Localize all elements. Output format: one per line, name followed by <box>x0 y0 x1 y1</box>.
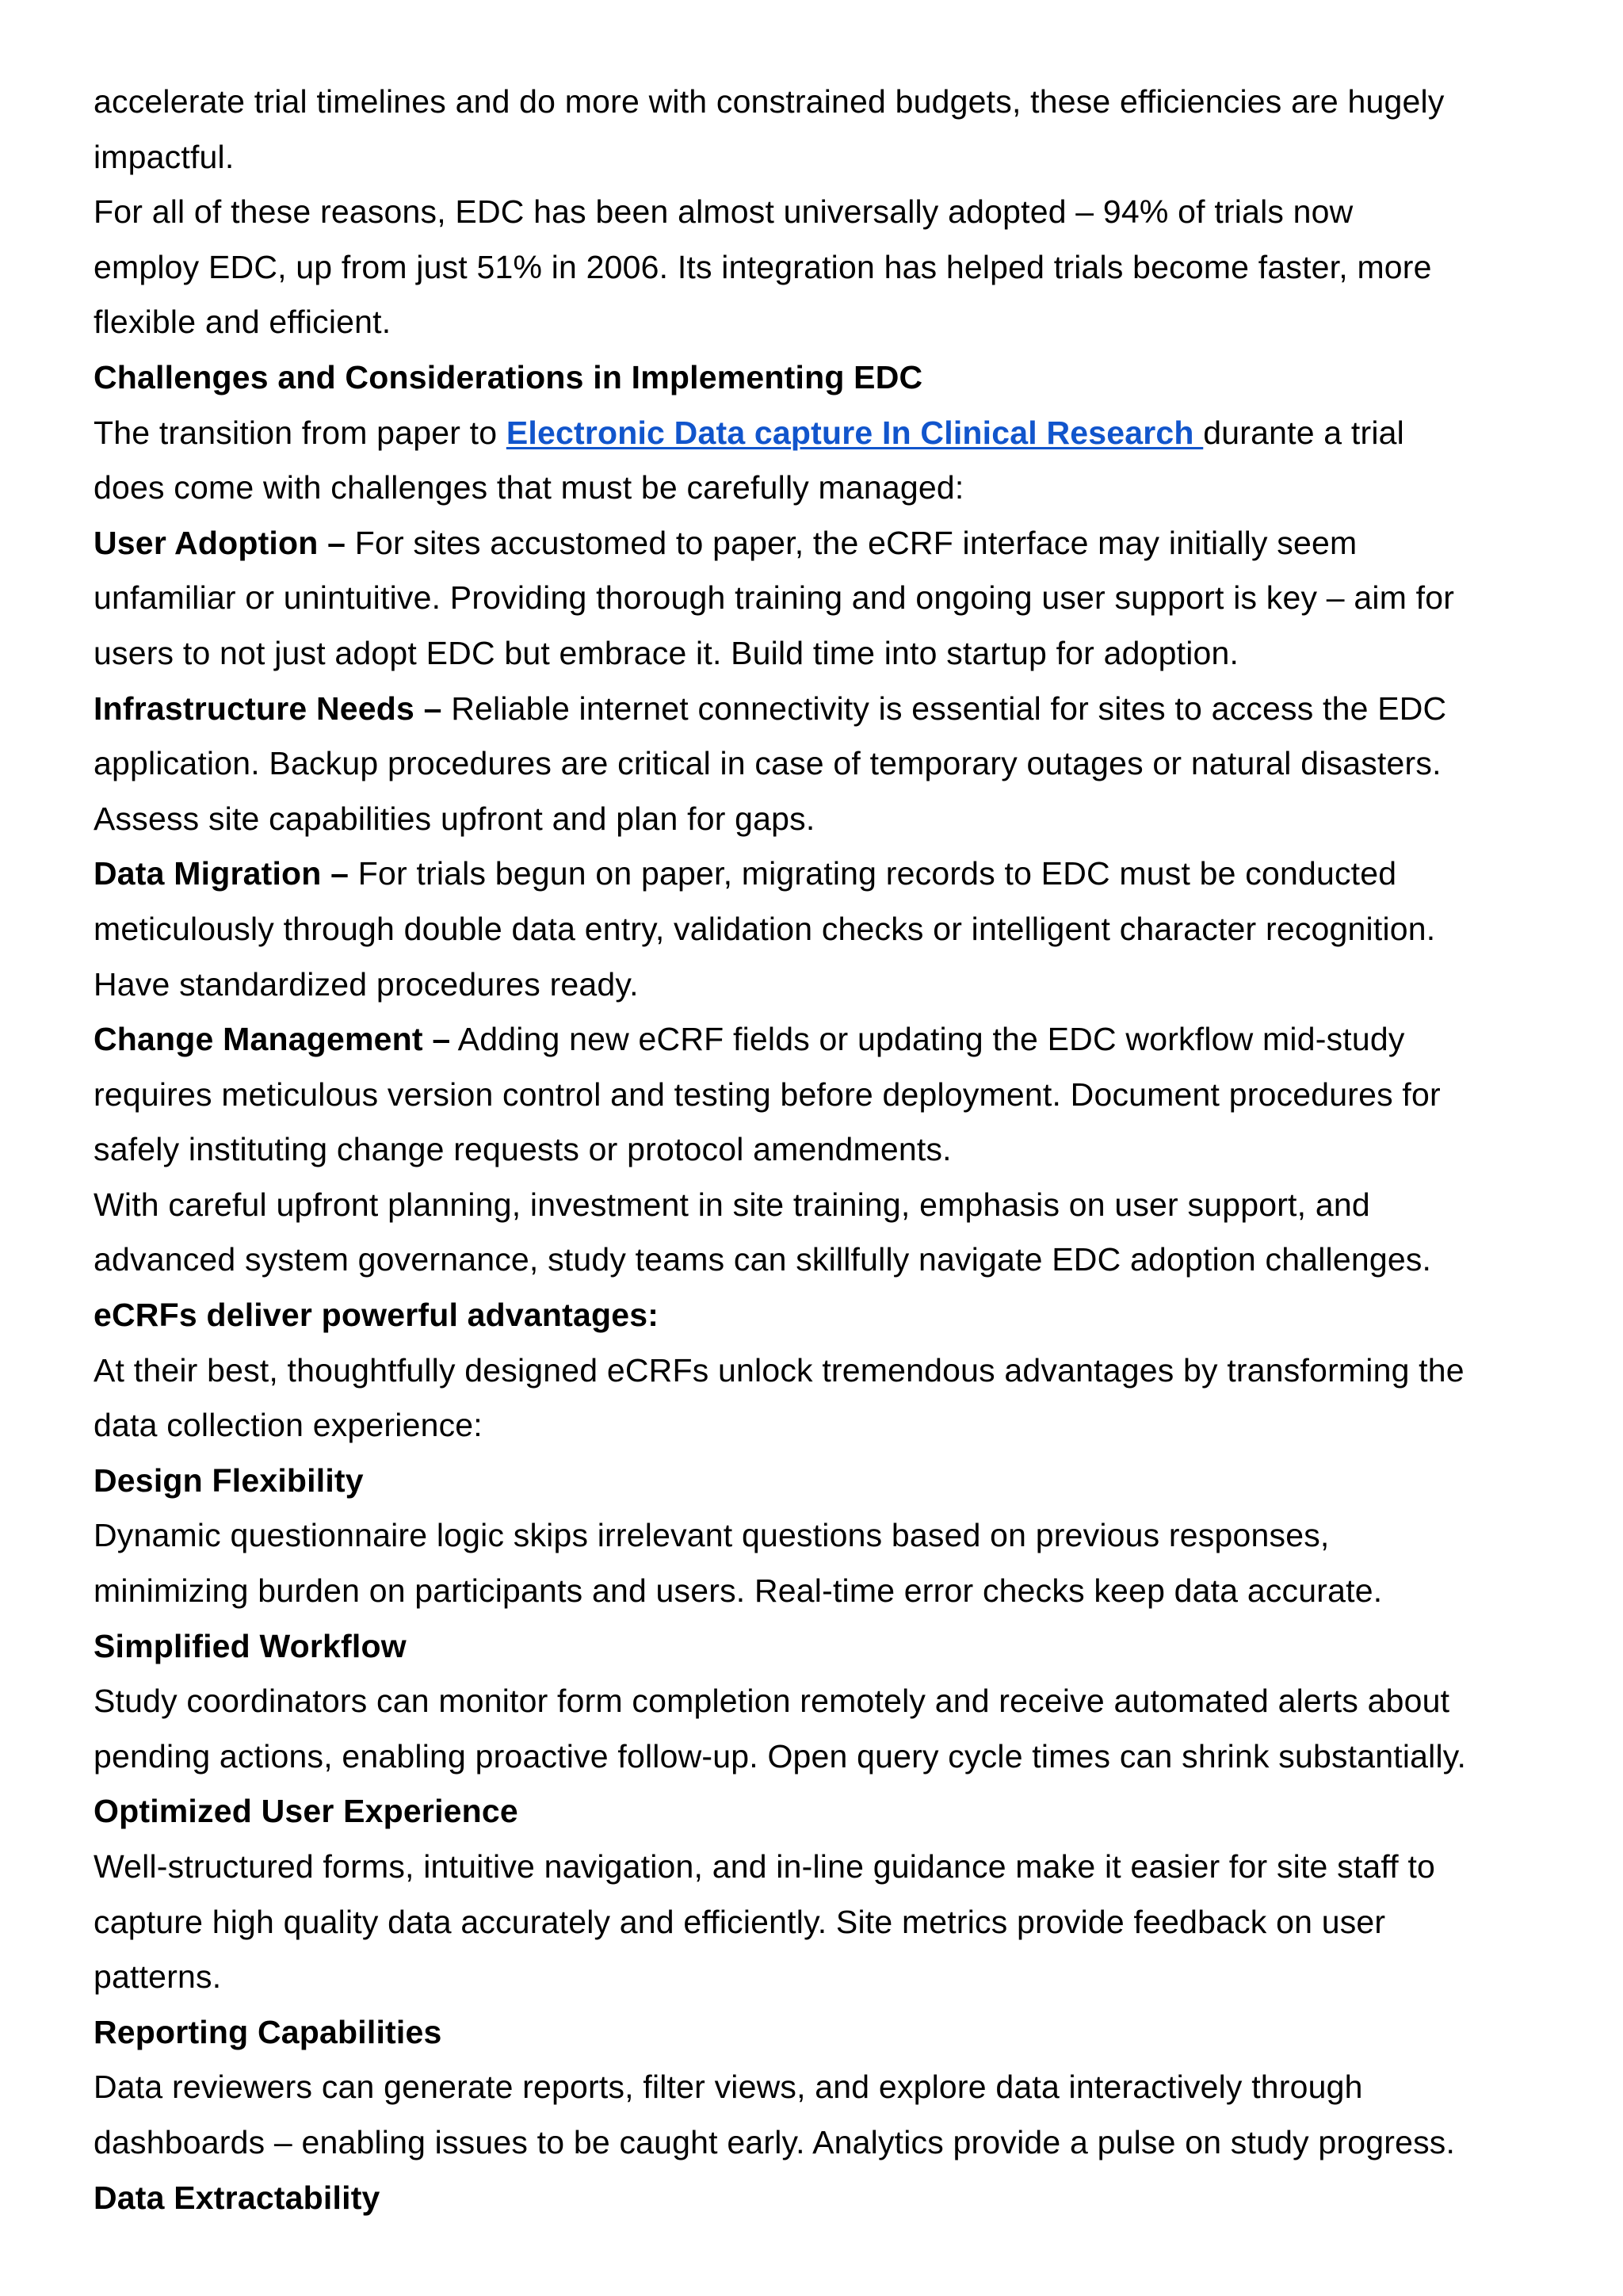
text-line: data collection experience: <box>94 1407 483 1444</box>
edc-article-link[interactable]: Electronic Data capture In Clinical Research <box>506 414 1204 451</box>
text-line: advanced system governance, study teams can skillfully navigate EDC adoption challenges. <box>94 1241 1432 1278</box>
text-line: At their best, thoughtfully designed eCRFs unlock tremendous advantages by transforming the <box>94 1351 1465 1389</box>
text-line: For all of these reasons, EDC has been almost universally adopted – 94% of trials now <box>94 193 1354 231</box>
text-line: Well-structured forms, intuitive navigation, and in-line guidance make it easier for site staff to <box>94 1848 1436 1885</box>
advantages-section <box>94 1288 1552 2225</box>
challenges-section <box>94 350 1552 1288</box>
text-line: Data reviewers can generate reports, filter views, and explore data interactively through <box>94 2069 1363 2106</box>
change-management-item <box>94 1012 1552 1178</box>
text-line: Have standardized procedures ready. <box>94 965 639 1003</box>
text-line: capture high quality data accurately and efficiently. Site metrics provide feedback on user <box>94 1903 1386 1940</box>
section-heading: Challenges and Considerations in Implementing EDC <box>94 358 923 395</box>
text-line: Dynamic questionnaire logic skips irrelevant questions based on previous responses, <box>94 1517 1330 1554</box>
adoption-paragraph <box>94 185 1552 350</box>
text-line: patterns. <box>94 1958 222 1996</box>
text-line: accelerate trial timelines and do more with constrained budgets, these efficiencies are hugely <box>94 83 1445 120</box>
text-line: unfamiliar or unintuitive. Providing thorough training and ongoing user support is key – aim for <box>94 579 1455 617</box>
challenges-summary <box>94 1178 1552 1288</box>
text-line <box>94 846 1552 902</box>
item-label: Infrastructure Needs – <box>94 690 442 727</box>
text-line: application. Backup procedures are critical in case of temporary outages or natural disasters. <box>94 745 1442 782</box>
subheading-data-extractability: Data Extractability <box>94 2179 380 2216</box>
text-line: flexible and efficient. <box>94 304 391 341</box>
text-line: requires meticulous version control and testing before deployment. Document procedures for <box>94 1075 1441 1113</box>
text-line <box>94 682 1552 737</box>
text-fragment: Reliable internet connectivity is essential for sites to access the EDC <box>441 690 1447 727</box>
item-label: Data Migration – <box>94 855 349 892</box>
item-label: Change Management – <box>94 1021 451 1058</box>
item-label: User Adoption – <box>94 524 346 561</box>
section-heading: eCRFs deliver powerful advantages: <box>94 1297 659 1334</box>
text-line: With careful upfront planning, investment in site training, emphasis on user support, and <box>94 1186 1370 1223</box>
text-line: impactful. <box>94 138 235 175</box>
subheading-optimized-user-experience: Optimized User Experience <box>94 1793 518 1830</box>
text-line: dashboards – enabling issues to be caught early. Analytics provide a pulse on study progress. <box>94 2123 1456 2160</box>
data-migration-item <box>94 846 1552 1012</box>
text-line <box>94 1012 1552 1068</box>
text-line: meticulously through double data entry, validation checks or intelligent character recognition. <box>94 910 1436 947</box>
subheading-reporting-capabilities: Reporting Capabilities <box>94 2013 442 2050</box>
intro-paragraph <box>94 74 1552 185</box>
subheading-simplified-workflow: Simplified Workflow <box>94 1627 407 1664</box>
text-fragment: For sites accustomed to paper, the eCRF interface may initially seem <box>346 524 1358 561</box>
text-line <box>94 406 1552 461</box>
text-line: minimizing burden on participants and users. Real-time error checks keep data accurate. <box>94 1572 1383 1610</box>
text-line: users to not just adopt EDC but embrace it. Build time into startup for adoption. <box>94 634 1239 671</box>
text-fragment: Adding new eCRF fields or updating the EDC workflow mid-study <box>450 1021 1405 1058</box>
text-line: employ EDC, up from just 51% in 2006. Its integration has helped trials become faster, more <box>94 248 1432 285</box>
text-fragment: The transition from paper to <box>94 414 506 451</box>
text-line: does come with challenges that must be carefully managed: <box>94 469 964 506</box>
text-line: safely instituting change requests or protocol amendments. <box>94 1131 952 1168</box>
text-line <box>94 516 1552 571</box>
text-line: Assess site capabilities upfront and plan for gaps. <box>94 800 815 837</box>
text-line: Study coordinators can monitor form completion remotely and receive automated alerts about <box>94 1683 1450 1720</box>
text-line: pending actions, enabling proactive follow-up. Open query cycle times can shrink substantially. <box>94 1737 1467 1775</box>
document-page <box>94 74 1552 2225</box>
infrastructure-item <box>94 682 1552 847</box>
subheading-design-flexibility: Design Flexibility <box>94 1461 364 1499</box>
text-fragment: For trials begun on paper, migrating records to EDC must be conducted <box>349 855 1397 892</box>
user-adoption-item <box>94 516 1552 682</box>
text-fragment: durante a trial <box>1203 414 1404 451</box>
